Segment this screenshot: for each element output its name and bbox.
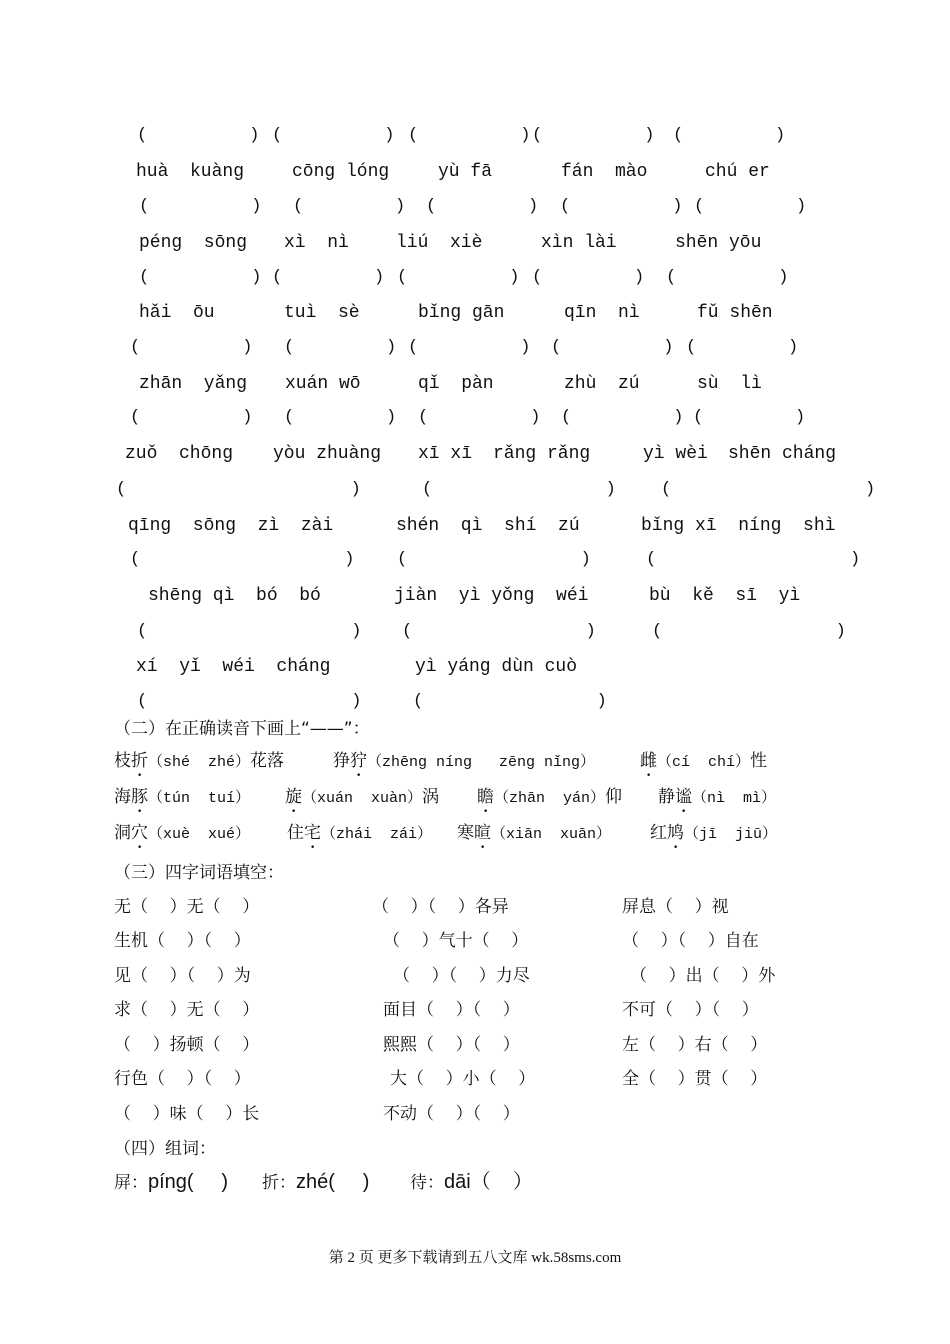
word-character: 枝 (114, 751, 131, 771)
pinyin-word: xuán wō (285, 374, 361, 394)
pronunciation-options: （nì mì） (692, 790, 777, 807)
target-character: 豚 (131, 787, 148, 807)
answer-blank-parens: ( ) (116, 480, 361, 499)
pronunciation-item (287, 821, 432, 853)
target-character: 鸠 (667, 823, 684, 843)
idiom-fill-blank: （ ）出（ ）外 (630, 966, 776, 986)
idiom-fill-blank: 生机（ ）（ ） (114, 931, 251, 951)
pinyin-word: yòu zhuàng (273, 444, 382, 464)
answer-blank-parens: ( ) (561, 408, 684, 427)
pinyin-blank: zhé( ) (296, 1171, 370, 1193)
pronunciation-item (650, 821, 777, 853)
pronunciation-item (114, 785, 250, 817)
pinyin-word: qīng sōng zì zài (128, 516, 334, 536)
page-footer: 第 2 页 更多下载请到五八文库 wk.58sms.com (328, 1250, 622, 1266)
answer-blank-parens: ( ) (397, 550, 591, 569)
target-character: 穴 (131, 823, 148, 843)
pinyin-word: cōng lóng (292, 162, 390, 182)
answer-blank-parens: ( ) (130, 338, 253, 357)
idiom-fill-blank: 见（ ）（ ）为 (114, 966, 251, 986)
answer-blank-parens: ( ) (532, 126, 655, 145)
pinyin-word: zuǒ chōng (125, 444, 234, 464)
target-character: 狞 (350, 751, 367, 771)
target-character: 瞻 (477, 787, 494, 807)
idiom-fill-blank: （ ）味（ ）长 (114, 1104, 260, 1124)
pinyin-word: yù fā (438, 162, 493, 182)
answer-blank-parens: ( ) (673, 126, 786, 145)
pinyin-word: rǎng rǎng (493, 444, 591, 464)
answer-blank-parens: ( ) (652, 622, 846, 641)
pronunciation-options: （zhān yán） (494, 790, 606, 807)
pinyin-word: yì wèi (643, 444, 708, 464)
pinyin-word: shēng qì bó bó (148, 586, 321, 606)
section-heading: （三）四字词语填空： (114, 863, 284, 883)
answer-blank-parens: ( ) (293, 197, 406, 216)
idiom-fill-blank: 行色（ ）（ ） (114, 1069, 251, 1089)
word-suffix: 涡 (422, 787, 440, 807)
idiom-fill-blank: 左（ ）右（ ） (622, 1035, 768, 1055)
answer-blank-parens: ( ) (532, 268, 645, 287)
pronunciation-item (640, 749, 767, 781)
pinyin-blank: píng( ) (148, 1171, 229, 1193)
answer-blank-parens: ( ) (426, 197, 539, 216)
pronunciation-item (333, 749, 595, 781)
idiom-fill-blank: 求（ ）无（ ） (114, 1000, 260, 1020)
character-label: 折： (262, 1173, 296, 1193)
answer-blank-parens: ( ) (694, 197, 807, 216)
answer-blank-parens: ( ) (272, 126, 395, 145)
pronunciation-item (114, 821, 250, 853)
idiom-fill-blank: 面目（ ）（ ） (383, 1000, 520, 1020)
word-suffix: 性 (750, 751, 768, 771)
word-group-item (114, 1170, 228, 1195)
section-heading: （四）组词： (114, 1139, 216, 1159)
word-group-item (262, 1170, 369, 1195)
pronunciation-options: （cí chí） (657, 754, 751, 771)
word-character: 住 (287, 823, 304, 843)
pinyin-word: xìn lài (541, 233, 617, 253)
pinyin-word: chú er (705, 162, 770, 182)
answer-blank-parens: ( ) (130, 408, 253, 427)
pinyin-word: xī xī (418, 444, 473, 464)
answer-blank-parens: ( ) (661, 480, 876, 499)
answer-blank-parens: ( ) (284, 408, 397, 427)
answer-blank-parens: ( ) (137, 126, 260, 145)
pronunciation-options: （zhái zái） (321, 826, 433, 843)
section-heading: （二）在正确读音下画上“——”： (114, 719, 370, 739)
idiom-fill-blank: 无（ ）无（ ） (114, 897, 260, 917)
word-character: 狰 (333, 751, 350, 771)
pinyin-word: bǐng xī níng shì (641, 516, 836, 536)
pronunciation-options: （xuán xuàn） (302, 790, 423, 807)
pronunciation-options: （zhēng níng zēng nǐng） (367, 754, 596, 771)
answer-blank-parens: ( ) (130, 550, 355, 569)
idiom-fill-blank: （ ）气十（ ） (383, 931, 529, 951)
answer-blank-parens: ( ) (686, 338, 799, 357)
idiom-fill-blank: 熙熙（ ）（ ） (383, 1035, 520, 1055)
pinyin-word: huà kuàng (136, 162, 245, 182)
pinyin-word: xì nì (284, 233, 349, 253)
answer-blank-parens: ( ) (272, 268, 385, 287)
pinyin-word: jiàn yì yǒng wéi (394, 586, 589, 606)
idiom-fill-blank: 全（ ）贯（ ） (622, 1069, 768, 1089)
answer-blank-parens: ( ) (551, 338, 674, 357)
answer-blank-parens: ( ) (418, 408, 541, 427)
idiom-fill-blank: 不可（ ）（ ） (622, 1000, 759, 1020)
answer-blank-parens: ( ) (646, 550, 861, 569)
pinyin-word: qǐ pàn (418, 374, 494, 394)
pronunciation-item (114, 749, 284, 781)
idiom-fill-blank: （ ）（ ）各异 (372, 897, 509, 917)
idiom-fill-blank: （ ）（ ）力尽 (393, 966, 530, 986)
target-character: 暄 (474, 823, 491, 843)
target-character: 折 (131, 751, 148, 771)
target-character: 雌 (640, 751, 657, 771)
answer-blank-parens: ( ) (139, 268, 262, 287)
pinyin-word: shén qì shí zú (396, 516, 580, 536)
pronunciation-options: （xuè xué） (148, 826, 251, 843)
pronunciation-item (457, 821, 611, 853)
word-suffix: 仰 (605, 787, 623, 807)
answer-blank-parens: ( ) (666, 268, 789, 287)
word-character: 海 (114, 787, 131, 807)
word-character: 洞 (114, 823, 131, 843)
pinyin-word: tuì sè (284, 303, 360, 323)
pinyin-word: fǔ shēn (697, 303, 773, 323)
answer-blank-parens: ( ) (402, 622, 596, 641)
answer-blank-parens: ( ) (397, 268, 520, 287)
answer-blank-parens: ( ) (408, 338, 531, 357)
pinyin-word: zhān yǎng (139, 374, 248, 394)
answer-blank-parens: ( ) (137, 692, 362, 711)
idiom-fill-blank: 大（ ）小（ ） (390, 1069, 536, 1089)
pinyin-word: bǐng gān (418, 303, 505, 323)
character-label: 待： (410, 1173, 444, 1193)
pinyin-word: qīn nì (564, 303, 640, 323)
pinyin-word: shēn cháng (728, 444, 837, 464)
idiom-fill-blank: （ ）扬顿（ ） (114, 1035, 260, 1055)
pronunciation-options: （jī jiū） (684, 826, 778, 843)
answer-blank-parens: ( ) (408, 126, 531, 145)
word-suffix: 花落 (250, 751, 285, 771)
answer-blank-parens: ( ) (413, 692, 607, 711)
pronunciation-item (477, 785, 622, 817)
word-character: 寒 (457, 823, 474, 843)
pronunciation-item (285, 785, 439, 817)
pinyin-blank: dāi（ ） (444, 1171, 533, 1193)
pinyin-word: sù lì (697, 374, 762, 394)
pronunciation-options: （shé zhé） (148, 754, 251, 771)
idiom-fill-blank: 不动（ ）（ ） (383, 1104, 520, 1124)
idiom-fill-blank: （ ）（ ）自在 (622, 931, 759, 951)
pinyin-word: shēn yōu (675, 233, 762, 253)
pinyin-word: fán mào (561, 162, 648, 182)
pinyin-word: péng sōng (139, 233, 248, 253)
word-character: 红 (650, 823, 667, 843)
answer-blank-parens: ( ) (139, 197, 262, 216)
answer-blank-parens: ( ) (137, 622, 362, 641)
pronunciation-options: （tún tuí） (148, 790, 251, 807)
word-group-item (410, 1170, 533, 1195)
pinyin-word: hǎi ōu (139, 303, 215, 323)
target-character: 宅 (304, 823, 321, 843)
pinyin-word: bù kě sī yì (649, 586, 801, 606)
pinyin-word: xí yǐ wéi cháng (136, 657, 331, 677)
pronunciation-options: （xiān xuān） (491, 826, 612, 843)
pinyin-word: liú xiè (396, 233, 483, 253)
answer-blank-parens: ( ) (422, 480, 616, 499)
answer-blank-parens: ( ) (560, 197, 683, 216)
pinyin-word: zhù zú (564, 374, 640, 394)
answer-blank-parens: ( ) (284, 338, 397, 357)
target-character: 谧 (675, 787, 692, 807)
idiom-fill-blank: 屏息（ ）视 (622, 897, 729, 917)
character-label: 屏： (114, 1173, 148, 1193)
word-character: 静 (658, 787, 675, 807)
pinyin-word: yì yáng dùn cuò (415, 657, 578, 677)
target-character: 旋 (285, 787, 302, 807)
answer-blank-parens: ( ) (693, 408, 806, 427)
pronunciation-item (658, 785, 776, 817)
